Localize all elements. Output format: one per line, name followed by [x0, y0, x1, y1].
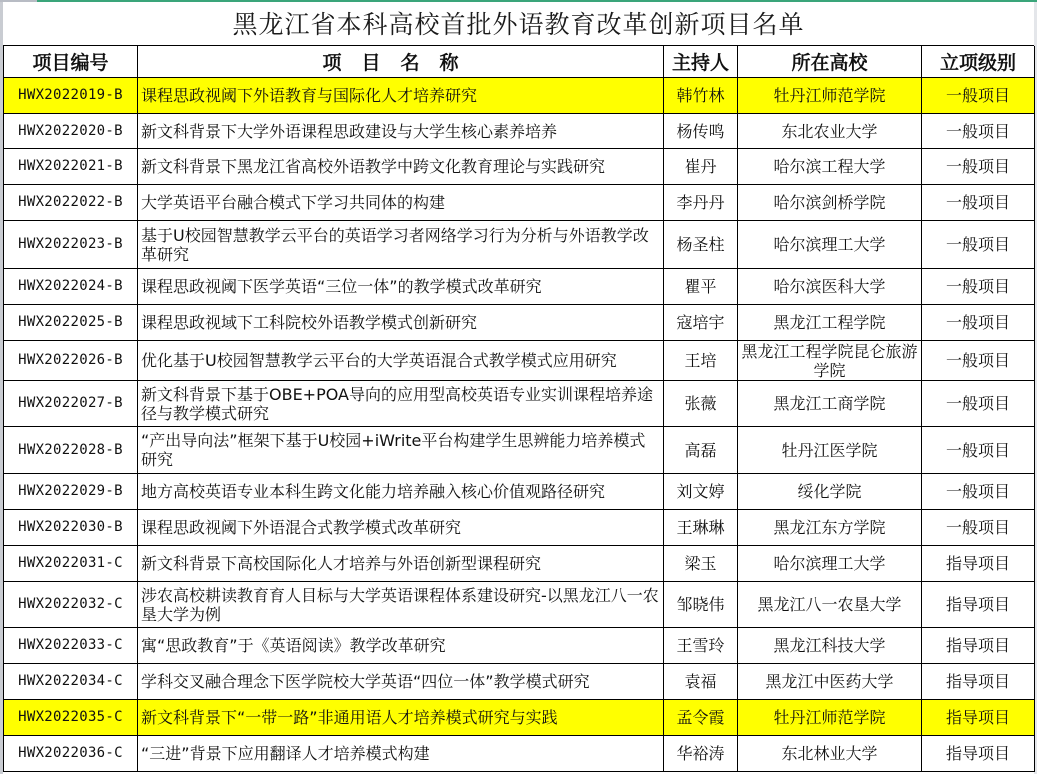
table-row — [4, 149, 1035, 185]
table-row — [4, 700, 1035, 736]
header-name[interactable]: 项目名称 — [138, 46, 664, 78]
cell-host[interactable]: 瞿平 — [664, 269, 738, 305]
cell-host[interactable]: 杨传鸣 — [664, 114, 738, 149]
project-table — [3, 46, 1035, 772]
cell-project-name[interactable]: 寓“思政教育”于《英语阅读》教学改革研究 — [138, 628, 664, 664]
cell-school[interactable]: 黑龙江工程学院 — [738, 305, 922, 341]
cell-host[interactable]: 袁福 — [664, 664, 738, 700]
cell-project-code[interactable]: HWX2022033-C — [4, 628, 138, 664]
cell-level[interactable]: 一般项目 — [922, 305, 1035, 341]
cell-host[interactable]: 梁玉 — [664, 546, 738, 582]
cell-project-name[interactable]: 基于U校园智慧教学云平台的英语学习者网络学习行为分析与外语教学改革研究 — [138, 221, 664, 269]
cell-level[interactable]: 指导项目 — [922, 582, 1035, 628]
cell-project-name[interactable]: 课程思政视阈下外语混合式教学模式改革研究 — [138, 510, 664, 546]
cell-school[interactable]: 牡丹江师范学院 — [738, 78, 922, 114]
cell-project-name[interactable]: 涉农高校耕读教育育人目标与大学英语课程体系建设研究-以黑龙江八一农垦大学为例 — [138, 582, 664, 628]
table-body — [4, 78, 1035, 772]
cell-level[interactable]: 一般项目 — [922, 474, 1035, 510]
cell-level[interactable]: 一般项目 — [922, 427, 1035, 474]
cell-school[interactable]: 东北农业大学 — [738, 114, 922, 149]
cell-school[interactable]: 黑龙江东方学院 — [738, 510, 922, 546]
cell-project-code[interactable]: HWX2022030-B — [4, 510, 138, 546]
table-row — [4, 341, 1035, 381]
table-row — [4, 664, 1035, 700]
cell-project-code[interactable]: HWX2022031-C — [4, 546, 138, 582]
table-row — [4, 510, 1035, 546]
cell-host[interactable]: 王雪玲 — [664, 628, 738, 664]
header-row — [4, 46, 1035, 78]
cell-project-name[interactable]: 大学英语平台融合模式下学习共同体的构建 — [138, 185, 664, 221]
cell-level[interactable]: 指导项目 — [922, 736, 1035, 772]
cell-host[interactable]: 王培 — [664, 341, 738, 381]
table-row — [4, 474, 1035, 510]
cell-host[interactable]: 邹晓伟 — [664, 582, 738, 628]
cell-project-name[interactable]: 课程思政视域下工科院校外语教学模式创新研究 — [138, 305, 664, 341]
cell-school[interactable]: 黑龙江中医药大学 — [738, 664, 922, 700]
cell-host[interactable]: 韩竹林 — [664, 78, 738, 114]
table-row — [4, 546, 1035, 582]
table-row — [4, 582, 1035, 628]
cell-level[interactable]: 指导项目 — [922, 628, 1035, 664]
cell-project-name[interactable]: 新文科背景下黑龙江省高校外语教学中跨文化教育理论与实践研究 — [138, 149, 664, 185]
cell-school[interactable]: 黑龙江工商学院 — [738, 381, 922, 427]
cell-project-name[interactable]: “产出导向法”框架下基于U校园+iWrite平台构建学生思辨能力培养模式研究 — [138, 427, 664, 474]
cell-host[interactable]: 杨圣柱 — [664, 221, 738, 269]
cell-project-code[interactable]: HWX2022029-B — [4, 474, 138, 510]
cell-host[interactable]: 寇培宇 — [664, 305, 738, 341]
cell-project-name[interactable]: 优化基于U校园智慧教学云平台的大学英语混合式教学模式应用研究 — [138, 341, 664, 381]
cell-level[interactable]: 一般项目 — [922, 510, 1035, 546]
cell-level[interactable]: 指导项目 — [922, 700, 1035, 736]
cell-school[interactable]: 黑龙江工程学院昆仑旅游学院 — [738, 341, 922, 381]
cell-level[interactable]: 一般项目 — [922, 114, 1035, 149]
cell-level[interactable]: 一般项目 — [922, 381, 1035, 427]
table-row — [4, 78, 1035, 114]
header-code[interactable]: 项目编号 — [4, 46, 138, 78]
cell-school[interactable]: 哈尔滨医科大学 — [738, 269, 922, 305]
cell-school[interactable]: 哈尔滨剑桥学院 — [738, 185, 922, 221]
cell-host[interactable]: 王琳琳 — [664, 510, 738, 546]
cell-project-name[interactable]: 课程思政视阈下外语教育与国际化人才培养研究 — [138, 78, 664, 114]
cell-project-code[interactable]: HWX2022034-C — [4, 664, 138, 700]
cell-level[interactable]: 一般项目 — [922, 269, 1035, 305]
cell-project-name[interactable]: 新文科背景下“一带一路”非通用语人才培养模式研究与实践 — [138, 700, 664, 736]
cell-project-name[interactable]: “三进”背景下应用翻译人才培养模式构建 — [138, 736, 664, 772]
cell-level[interactable]: 一般项目 — [922, 221, 1035, 269]
table-row — [4, 114, 1035, 149]
table-row — [4, 269, 1035, 305]
cell-school[interactable]: 哈尔滨理工大学 — [738, 546, 922, 582]
cell-project-code[interactable]: HWX2022035-C — [4, 700, 138, 736]
cell-school[interactable]: 东北林业大学 — [738, 736, 922, 772]
cell-project-code[interactable]: HWX2022020-B — [4, 114, 138, 149]
table-row — [4, 185, 1035, 221]
cell-host[interactable]: 华裕涛 — [664, 736, 738, 772]
sheet-title[interactable]: 黑龙江省本科高校首批外语教育改革创新项目名单 — [3, 2, 1034, 46]
cell-host[interactable]: 高磊 — [664, 427, 738, 474]
cell-project-code[interactable]: HWX2022027-B — [4, 381, 138, 427]
header-level[interactable]: 立项级别 — [922, 46, 1035, 78]
cell-project-name[interactable]: 新文科背景下高校国际化人才培养与外语创新型课程研究 — [138, 546, 664, 582]
table-row — [4, 381, 1035, 427]
cell-project-name[interactable]: 新文科背景下大学外语课程思政建设与大学生核心素养培养 — [138, 114, 664, 149]
header-school[interactable]: 所在高校 — [738, 46, 922, 78]
cell-level[interactable]: 指导项目 — [922, 664, 1035, 700]
cell-project-name[interactable]: 地方高校英语专业本科生跨文化能力培养融入核心价值观路径研究 — [138, 474, 664, 510]
cell-level[interactable]: 指导项目 — [922, 546, 1035, 582]
header-host[interactable]: 主持人 — [664, 46, 738, 78]
table-row — [4, 221, 1035, 269]
cell-project-name[interactable]: 课程思政视阈下医学英语“三位一体”的教学模式改革研究 — [138, 269, 664, 305]
cell-project-code[interactable]: HWX2022032-C — [4, 582, 138, 628]
cell-level[interactable]: 一般项目 — [922, 78, 1035, 114]
cell-host[interactable]: 刘文婷 — [664, 474, 738, 510]
cell-school[interactable]: 绥化学院 — [738, 474, 922, 510]
cell-project-code[interactable]: HWX2022023-B — [4, 221, 138, 269]
cell-school[interactable]: 牡丹江师范学院 — [738, 700, 922, 736]
cell-school[interactable]: 黑龙江科技大学 — [738, 628, 922, 664]
spreadsheet — [3, 2, 1034, 772]
cell-project-name[interactable]: 新文科背景下基于OBE+POA导向的应用型高校英语专业实训课程培养途径与教学模式研究 — [138, 381, 664, 427]
cell-host[interactable]: 张薇 — [664, 381, 738, 427]
cell-project-code[interactable]: HWX2022036-C — [4, 736, 138, 772]
table-row — [4, 305, 1035, 341]
cell-school[interactable]: 哈尔滨理工大学 — [738, 221, 922, 269]
cell-school[interactable]: 牡丹江医学院 — [738, 427, 922, 474]
cell-project-name[interactable]: 学科交叉融合理念下医学院校大学英语“四位一体”教学模式研究 — [138, 664, 664, 700]
cell-school[interactable]: 哈尔滨工程大学 — [738, 149, 922, 185]
cell-host[interactable]: 崔丹 — [664, 149, 738, 185]
cell-level[interactable]: 一般项目 — [922, 185, 1035, 221]
cell-host[interactable]: 李丹丹 — [664, 185, 738, 221]
cell-project-code[interactable]: HWX2022024-B — [4, 269, 138, 305]
cell-level[interactable]: 一般项目 — [922, 149, 1035, 185]
table-row — [4, 736, 1035, 772]
cell-level[interactable]: 一般项目 — [922, 341, 1035, 381]
cell-project-code[interactable]: HWX2022022-B — [4, 185, 138, 221]
cell-project-code[interactable]: HWX2022025-B — [4, 305, 138, 341]
cell-school[interactable]: 黑龙江八一农垦大学 — [738, 582, 922, 628]
cell-project-code[interactable]: HWX2022026-B — [4, 341, 138, 381]
cell-host[interactable]: 孟令霞 — [664, 700, 738, 736]
table-row — [4, 628, 1035, 664]
table-row — [4, 427, 1035, 474]
cell-project-code[interactable]: HWX2022019-B — [4, 78, 138, 114]
cell-project-code[interactable]: HWX2022021-B — [4, 149, 138, 185]
cell-project-code[interactable]: HWX2022028-B — [4, 427, 138, 474]
